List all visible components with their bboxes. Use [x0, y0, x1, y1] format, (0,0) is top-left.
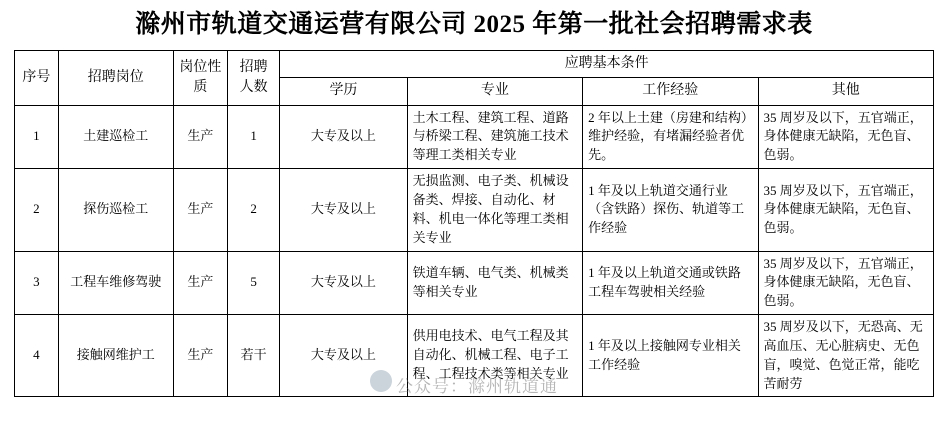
cell-education: 大专及以上	[280, 105, 407, 169]
cell-other: 35 周岁及以下，无恐高、无高血压、无心脏病史、无色盲，嗅觉、色觉正常，能吃苦耐劳	[758, 315, 933, 397]
cell-type: 生产	[173, 251, 227, 315]
cell-index: 4	[15, 315, 59, 397]
cell-post: 工程车维修驾驶	[58, 251, 173, 315]
header-experience: 工作经验	[583, 78, 758, 105]
watermark-text: 公众号：滁州轨道通	[396, 377, 558, 396]
table-header-row-1	[15, 51, 934, 78]
cell-education: 大专及以上	[280, 169, 407, 251]
cell-other: 35 周岁及以下，五官端正，身体健康无缺陷，无色盲、色弱。	[758, 251, 933, 315]
header-post: 招聘岗位	[58, 51, 173, 106]
header-type: 岗位性质	[173, 51, 227, 106]
header-major: 专业	[407, 78, 582, 105]
table-header	[15, 51, 934, 106]
cell-post: 探伤巡检工	[58, 169, 173, 251]
table-row	[15, 105, 934, 169]
cell-type: 生产	[173, 315, 227, 397]
cell-other: 35 周岁及以下，五官端正，身体健康无缺陷，无色盲、色弱。	[758, 105, 933, 169]
cell-count: 2	[228, 169, 280, 251]
cell-type: 生产	[173, 105, 227, 169]
cell-education: 大专及以上	[280, 251, 407, 315]
cell-education: 大专及以上	[280, 315, 407, 397]
cell-count: 5	[228, 251, 280, 315]
table-row	[15, 315, 934, 397]
cell-major: 供用电技术、电气工程及其自动化、机械工程、电子工程、工程技术类等相关专业	[407, 315, 582, 397]
cell-post: 土建巡检工	[58, 105, 173, 169]
cell-index: 1	[15, 105, 59, 169]
cell-experience: 1 年及以上轨道交通行业（含铁路）探伤、轨道等工作经验	[583, 169, 758, 251]
header-conditions-group: 应聘基本条件	[280, 51, 934, 78]
page-title: 滁州市轨道交通运营有限公司 2025 年第一批社会招聘需求表	[135, 11, 813, 38]
table-body	[15, 105, 934, 397]
cell-count: 1	[228, 105, 280, 169]
cell-major: 铁道车辆、电气类、机械类等相关专业	[407, 251, 582, 315]
cell-index: 2	[15, 169, 59, 251]
table-row	[15, 169, 934, 251]
cell-type: 生产	[173, 169, 227, 251]
cell-post: 接触网维护工	[58, 315, 173, 397]
recruitment-requirements-table	[14, 50, 934, 397]
header-other: 其他	[758, 78, 933, 105]
header-education: 学历	[280, 78, 407, 105]
header-index: 序号	[15, 51, 59, 106]
cell-count: 若干	[228, 315, 280, 397]
cell-major: 土木工程、建筑工程、道路与桥梁工程、建筑施工技术等理工类相关专业	[407, 105, 582, 169]
cell-experience: 1 年及以上接触网专业相关工作经验	[583, 315, 758, 397]
cell-experience: 1 年及以上轨道交通或铁路工程车驾驶相关经验	[583, 251, 758, 315]
header-count: 招聘人数	[228, 51, 280, 106]
cell-major: 无损监测、电子类、机械设备类、焊接、自动化、材料、机电一体化等理工类相关专业	[407, 169, 582, 251]
cell-other: 35 周岁及以下，五官端正，身体健康无缺陷，无色盲、色弱。	[758, 169, 933, 251]
cell-experience: 2 年以上土建（房建和结构）维护经验，有堵漏经验者优先。	[583, 105, 758, 169]
table-row	[15, 251, 934, 315]
cell-index: 3	[15, 251, 59, 315]
